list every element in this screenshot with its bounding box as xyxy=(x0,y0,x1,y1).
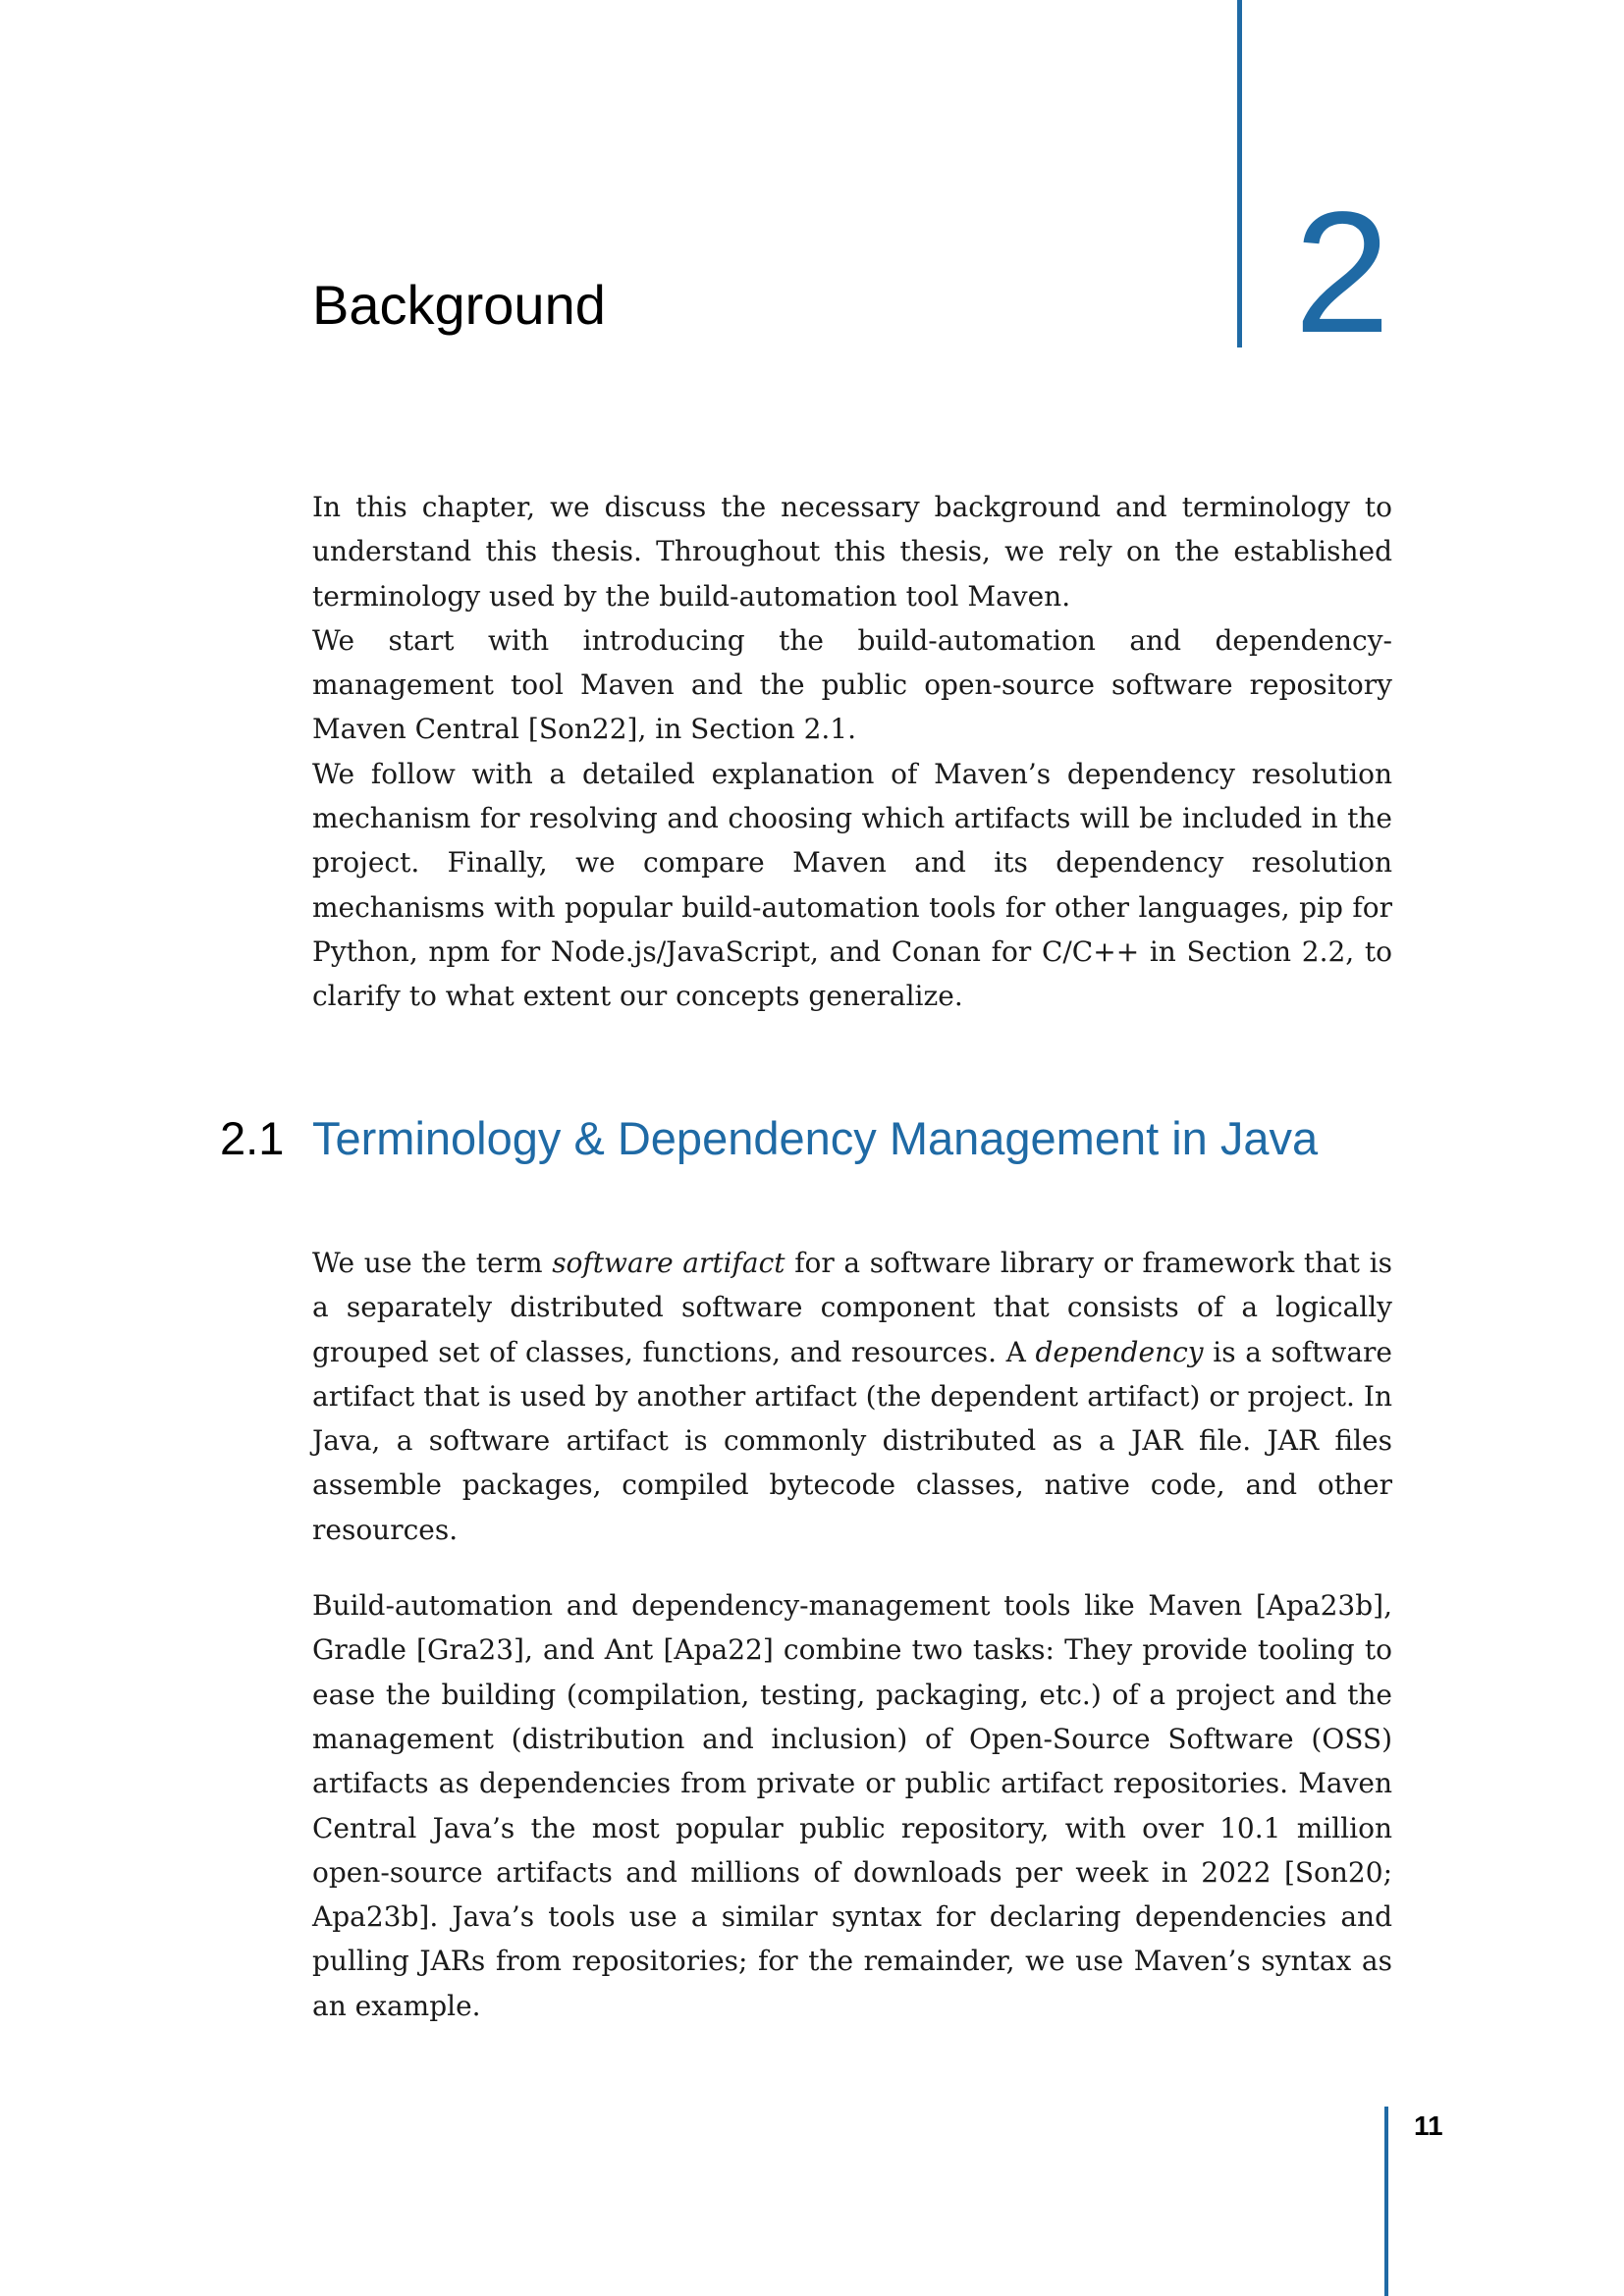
page-number: 11 xyxy=(1414,2110,1443,2141)
text-run: for a software library or framework that is a separately distributed software component that consists of a logically grouped set of classes, functions, and resources. A xyxy=(312,1247,1393,1368)
chapter-number: 2 xyxy=(1294,177,1390,369)
text-run: is a software artifact that is used by another artifact (the dependent artifact) or project. In Java, a software artifact is commonly distributed as a JAR file. JAR files assemble packages, compiled bytecode classes, native code, and other resources. xyxy=(312,1335,1392,1546)
section-number: 2.1 xyxy=(220,1112,285,1164)
intro-paragraph-2: We start with introducing the build-automation and dependency-management tool Maven and the public open-source software repository Maven Central [Son22], in Section 2.1. xyxy=(312,623,1392,746)
section-body xyxy=(312,1241,1392,2059)
intro-paragraph-3: We follow with a detailed explanation of Maven’s dependency resolution mechanism for resolving and choosing which artifacts will be included in the project. Finally, we compare Maven and its dependency resolution mechanisms with popular build-automation tools for other languages, pip for Python, npm for Node.js/JavaScript, and Conan for C/C++ in Section 2.2, to clarify to what extent our concepts generalize. xyxy=(312,757,1392,1013)
section-paragraph-1 xyxy=(312,1241,1392,1552)
section-title: Terminology & Dependency Management in Java xyxy=(312,1112,1319,1164)
chapter-rule xyxy=(1237,0,1242,347)
term-software-artifact: software artifact xyxy=(552,1247,785,1279)
footer-rule xyxy=(1384,2107,1388,2296)
text-run: We use the term xyxy=(312,1247,553,1279)
chapter-title: Background xyxy=(312,274,606,336)
section-paragraph-2: Build-automation and dependency-management tools like Maven [Apa23b], Gradle [Gra23], and Ant [Apa22] combine two tasks: They provide tooling to ease the building (compilation, testing, packaging, etc.) of a project and the management (distribution and inclusion) of Open-Source Software (OSS) artifacts as dependencies from private or public artifact repositories. Maven Central Java’s the most popular public repository, with over 10.1 million open-source artifacts and millions of downloads per week in 2022 [Son20; Apa23b]. Java’s tools use a similar syntax for declaring dependencies and pulling JARs from repositories; for the remainder, we use Maven’s syntax as an example. xyxy=(312,1589,1392,2022)
section-heading xyxy=(220,1112,1319,1164)
intro-text xyxy=(312,485,1392,1019)
term-dependency: dependency xyxy=(1035,1335,1204,1368)
intro-paragraph-1: In this chapter, we discuss the necessary background and terminology to understand this thesis. Throughout this thesis, we rely on the established terminology used by the build-automation tool Maven. xyxy=(312,491,1392,613)
